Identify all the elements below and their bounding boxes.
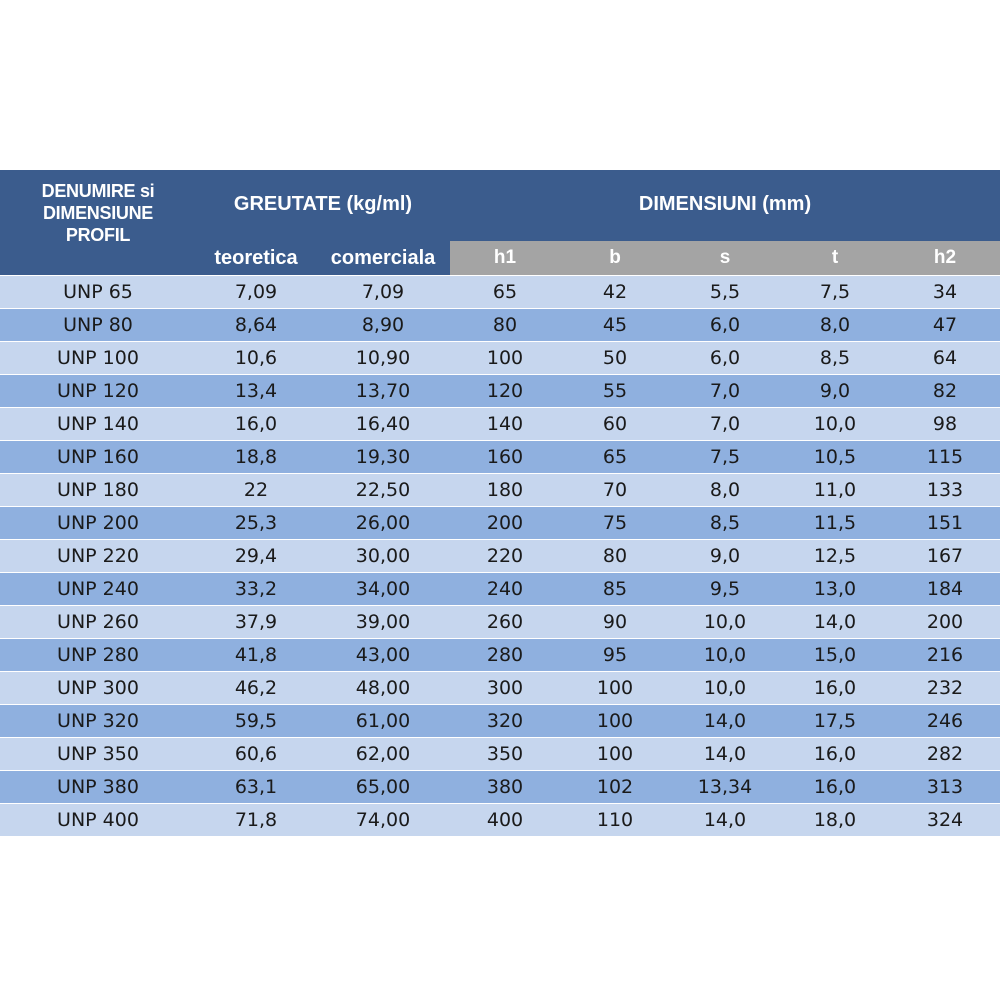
cell-b: 100 <box>560 738 670 771</box>
cell-h1: 380 <box>450 771 560 804</box>
cell-h1: 220 <box>450 540 560 573</box>
cell-teoretica: 16,0 <box>196 408 316 441</box>
cell-b: 102 <box>560 771 670 804</box>
cell-h2: 133 <box>890 474 1000 507</box>
cell-teoretica: 13,4 <box>196 375 316 408</box>
cell-teoretica: 10,6 <box>196 342 316 375</box>
cell-b: 45 <box>560 309 670 342</box>
cell-t: 10,0 <box>780 408 890 441</box>
cell-profile: UNP 320 <box>0 705 196 738</box>
cell-comerciala: 62,00 <box>316 738 450 771</box>
cell-h1: 140 <box>450 408 560 441</box>
cell-comerciala: 7,09 <box>316 276 450 309</box>
cell-h2: 167 <box>890 540 1000 573</box>
cell-comerciala: 39,00 <box>316 606 450 639</box>
cell-h1: 260 <box>450 606 560 639</box>
cell-comerciala: 13,70 <box>316 375 450 408</box>
table-row <box>0 474 1000 507</box>
cell-b: 95 <box>560 639 670 672</box>
cell-profile: UNP 240 <box>0 573 196 606</box>
cell-comerciala: 19,30 <box>316 441 450 474</box>
table-row <box>0 276 1000 309</box>
cell-t: 8,5 <box>780 342 890 375</box>
cell-profile: UNP 200 <box>0 507 196 540</box>
cell-h2: 324 <box>890 804 1000 837</box>
cell-comerciala: 61,00 <box>316 705 450 738</box>
cell-t: 8,0 <box>780 309 890 342</box>
cell-s: 14,0 <box>670 705 780 738</box>
cell-profile: UNP 350 <box>0 738 196 771</box>
cell-h2: 216 <box>890 639 1000 672</box>
cell-b: 100 <box>560 672 670 705</box>
cell-h1: 160 <box>450 441 560 474</box>
header-h2: h2 <box>890 241 1000 276</box>
cell-teoretica: 59,5 <box>196 705 316 738</box>
cell-h2: 34 <box>890 276 1000 309</box>
header-teoretica: teoretica <box>196 241 316 276</box>
cell-profile: UNP 400 <box>0 804 196 837</box>
cell-teoretica: 29,4 <box>196 540 316 573</box>
cell-comerciala: 26,00 <box>316 507 450 540</box>
cell-h2: 246 <box>890 705 1000 738</box>
cell-h2: 64 <box>890 342 1000 375</box>
cell-b: 90 <box>560 606 670 639</box>
cell-t: 7,5 <box>780 276 890 309</box>
cell-b: 100 <box>560 705 670 738</box>
cell-comerciala: 65,00 <box>316 771 450 804</box>
cell-s: 7,0 <box>670 408 780 441</box>
table-row <box>0 639 1000 672</box>
cell-profile: UNP 65 <box>0 276 196 309</box>
cell-s: 14,0 <box>670 804 780 837</box>
cell-h2: 47 <box>890 309 1000 342</box>
cell-s: 13,34 <box>670 771 780 804</box>
cell-h1: 280 <box>450 639 560 672</box>
cell-t: 10,5 <box>780 441 890 474</box>
cell-h2: 151 <box>890 507 1000 540</box>
cell-comerciala: 8,90 <box>316 309 450 342</box>
cell-comerciala: 34,00 <box>316 573 450 606</box>
cell-s: 8,0 <box>670 474 780 507</box>
cell-s: 5,5 <box>670 276 780 309</box>
cell-profile: UNP 260 <box>0 606 196 639</box>
cell-h2: 115 <box>890 441 1000 474</box>
header-name-line2: DIMENSIUNE <box>42 203 153 223</box>
cell-teoretica: 37,9 <box>196 606 316 639</box>
table-row <box>0 309 1000 342</box>
cell-s: 10,0 <box>670 639 780 672</box>
cell-t: 15,0 <box>780 639 890 672</box>
table-row <box>0 771 1000 804</box>
cell-teoretica: 63,1 <box>196 771 316 804</box>
cell-b: 65 <box>560 441 670 474</box>
header-name-line3: PROFIL <box>65 225 131 245</box>
header-s: s <box>670 241 780 276</box>
cell-comerciala: 10,90 <box>316 342 450 375</box>
cell-h1: 65 <box>450 276 560 309</box>
cell-comerciala: 30,00 <box>316 540 450 573</box>
unp-profile-table <box>0 170 1000 836</box>
table-row <box>0 705 1000 738</box>
cell-b: 50 <box>560 342 670 375</box>
cell-h2: 98 <box>890 408 1000 441</box>
cell-t: 14,0 <box>780 606 890 639</box>
cell-h1: 240 <box>450 573 560 606</box>
cell-s: 10,0 <box>670 672 780 705</box>
cell-profile: UNP 300 <box>0 672 196 705</box>
cell-comerciala: 74,00 <box>316 804 450 837</box>
cell-profile: UNP 120 <box>0 375 196 408</box>
cell-t: 13,0 <box>780 573 890 606</box>
cell-t: 16,0 <box>780 771 890 804</box>
cell-comerciala: 16,40 <box>316 408 450 441</box>
header-name-line1: DENUMIRE si <box>41 181 155 201</box>
cell-teoretica: 22 <box>196 474 316 507</box>
cell-s: 9,0 <box>670 540 780 573</box>
cell-profile: UNP 160 <box>0 441 196 474</box>
header-comerciala: comerciala <box>316 241 450 276</box>
cell-b: 55 <box>560 375 670 408</box>
header-h1: h1 <box>450 241 560 276</box>
cell-t: 17,5 <box>780 705 890 738</box>
cell-s: 10,0 <box>670 606 780 639</box>
cell-h2: 82 <box>890 375 1000 408</box>
cell-h2: 200 <box>890 606 1000 639</box>
table-row <box>0 738 1000 771</box>
table-row <box>0 804 1000 837</box>
cell-teoretica: 7,09 <box>196 276 316 309</box>
cell-s: 8,5 <box>670 507 780 540</box>
table-row <box>0 573 1000 606</box>
cell-comerciala: 43,00 <box>316 639 450 672</box>
table-row <box>0 540 1000 573</box>
cell-h1: 320 <box>450 705 560 738</box>
cell-t: 11,5 <box>780 507 890 540</box>
table-row <box>0 342 1000 375</box>
cell-h1: 400 <box>450 804 560 837</box>
table-row <box>0 672 1000 705</box>
cell-h2: 313 <box>890 771 1000 804</box>
cell-h1: 80 <box>450 309 560 342</box>
cell-h1: 200 <box>450 507 560 540</box>
cell-profile: UNP 220 <box>0 540 196 573</box>
cell-b: 60 <box>560 408 670 441</box>
cell-h1: 120 <box>450 375 560 408</box>
cell-b: 42 <box>560 276 670 309</box>
cell-h1: 350 <box>450 738 560 771</box>
cell-s: 14,0 <box>670 738 780 771</box>
cell-profile: UNP 140 <box>0 408 196 441</box>
table-row <box>0 408 1000 441</box>
cell-teoretica: 46,2 <box>196 672 316 705</box>
header-profile-name <box>0 170 196 276</box>
cell-b: 110 <box>560 804 670 837</box>
cell-profile: UNP 80 <box>0 309 196 342</box>
cell-teoretica: 71,8 <box>196 804 316 837</box>
table-row <box>0 606 1000 639</box>
cell-profile: UNP 380 <box>0 771 196 804</box>
cell-h2: 282 <box>890 738 1000 771</box>
cell-s: 9,5 <box>670 573 780 606</box>
table-row <box>0 375 1000 408</box>
cell-comerciala: 48,00 <box>316 672 450 705</box>
table-row <box>0 441 1000 474</box>
cell-t: 12,5 <box>780 540 890 573</box>
cell-b: 85 <box>560 573 670 606</box>
cell-t: 16,0 <box>780 738 890 771</box>
cell-t: 18,0 <box>780 804 890 837</box>
header-t: t <box>780 241 890 276</box>
cell-t: 11,0 <box>780 474 890 507</box>
cell-b: 75 <box>560 507 670 540</box>
cell-b: 80 <box>560 540 670 573</box>
cell-teoretica: 18,8 <box>196 441 316 474</box>
table-row <box>0 507 1000 540</box>
cell-h1: 180 <box>450 474 560 507</box>
header-b: b <box>560 241 670 276</box>
cell-comerciala: 22,50 <box>316 474 450 507</box>
cell-b: 70 <box>560 474 670 507</box>
header-greutate: GREUTATE (kg/ml) <box>196 170 450 241</box>
cell-t: 9,0 <box>780 375 890 408</box>
cell-t: 16,0 <box>780 672 890 705</box>
cell-h2: 184 <box>890 573 1000 606</box>
cell-h2: 232 <box>890 672 1000 705</box>
cell-s: 6,0 <box>670 309 780 342</box>
cell-teoretica: 25,3 <box>196 507 316 540</box>
cell-s: 7,0 <box>670 375 780 408</box>
cell-h1: 100 <box>450 342 560 375</box>
cell-s: 6,0 <box>670 342 780 375</box>
header-dimensiuni: DIMENSIUNI (mm) <box>450 170 1000 241</box>
cell-profile: UNP 280 <box>0 639 196 672</box>
cell-teoretica: 8,64 <box>196 309 316 342</box>
cell-teoretica: 60,6 <box>196 738 316 771</box>
cell-h1: 300 <box>450 672 560 705</box>
cell-teoretica: 33,2 <box>196 573 316 606</box>
cell-profile: UNP 180 <box>0 474 196 507</box>
cell-teoretica: 41,8 <box>196 639 316 672</box>
table-body <box>0 276 1000 837</box>
cell-profile: UNP 100 <box>0 342 196 375</box>
cell-s: 7,5 <box>670 441 780 474</box>
